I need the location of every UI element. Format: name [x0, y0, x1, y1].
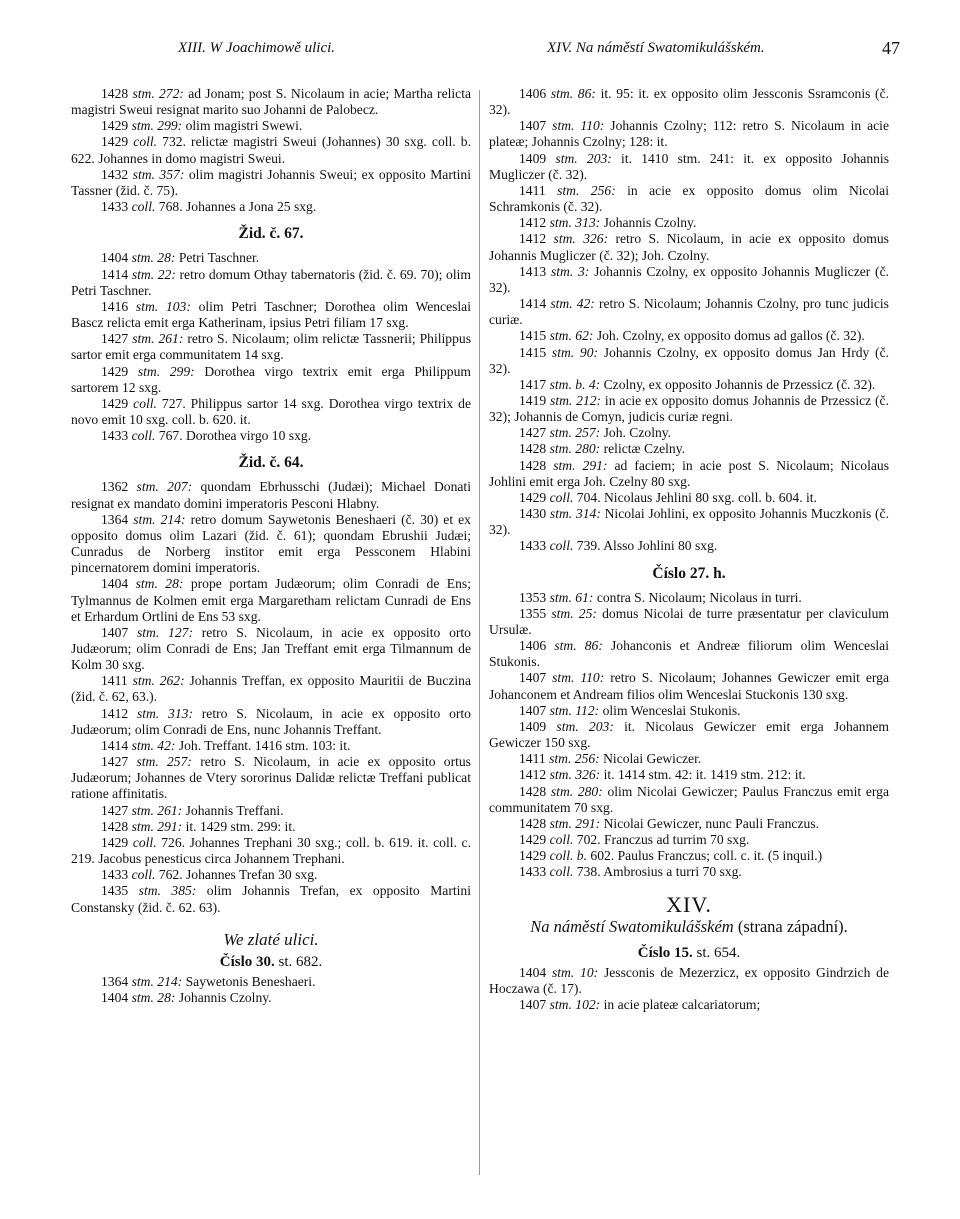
- entry-reference: stm. 110:: [552, 670, 605, 686]
- entry-text: retro domum Othay tabernatoris (žid. č. 69. 70); olim Petri Taschner.: [71, 266, 471, 298]
- record-entry: [71, 974, 471, 990]
- record-entry: [71, 118, 471, 134]
- entry-date: 1407: [519, 118, 547, 134]
- entry-reference: stm. 291:: [553, 457, 608, 473]
- record-entry: [71, 738, 471, 754]
- record-entry: [71, 428, 471, 444]
- entry-reference: coll.: [549, 538, 574, 554]
- entry-text: 767. Dorothea virgo 10 sxg.: [158, 428, 312, 444]
- record-entry: [489, 377, 889, 393]
- record-entry: [489, 832, 889, 848]
- entry-reference: coll.: [549, 489, 574, 505]
- entry-date: 1429: [519, 848, 547, 864]
- record-entry: [489, 751, 889, 767]
- entry-date: 1353: [519, 589, 547, 605]
- record-entry: [489, 345, 889, 377]
- entries-group: [489, 965, 889, 1013]
- entry-reference: stm. 28:: [131, 990, 176, 1006]
- entry-text: retro S. Nicolaum, in acie ex opposito ortus Judæorum; Johannes de Vtery sororinus Dalidæ relictæ Treffani publicat ratione affinitatis.: [71, 754, 471, 802]
- entry-reference: coll.: [133, 134, 158, 150]
- entries-group: [489, 86, 889, 555]
- entry-date: 1427: [101, 331, 129, 347]
- entry-text: it. 95: it. ex opposito olim Jessconis Ssramconis (č. 32).: [489, 86, 890, 118]
- entry-text: Nicolai Johlini, ex opposito Johannis Muczkonis (č. 32).: [489, 506, 889, 538]
- record-entry: [489, 458, 889, 490]
- entry-date: 1355: [519, 605, 547, 621]
- entry-reference: stm. 261:: [132, 331, 184, 347]
- entry-reference: stm. 291:: [131, 818, 183, 834]
- entry-reference: coll.: [133, 395, 157, 411]
- entry-reference: stm. 10:: [551, 964, 599, 980]
- entry-reference: stm. 28:: [131, 250, 176, 266]
- record-entry: [71, 576, 471, 624]
- section-heading-zid-67: Žid. č. 67.: [238, 225, 304, 243]
- entry-text: 768. Johannes a Jona 25 sxg.: [158, 199, 317, 215]
- entry-text: in acie plateæ calcariatorum;: [603, 997, 761, 1013]
- right-column: [489, 86, 889, 1013]
- entry-reference: stm. 256:: [549, 751, 600, 767]
- entry-reference: stm. 256:: [557, 182, 616, 198]
- entry-date: 1407: [519, 702, 547, 718]
- entry-text: it. 1429 stm. 299: it.: [185, 818, 296, 834]
- entry-reference: stm. 313:: [549, 215, 601, 231]
- record-entry: [71, 199, 471, 215]
- entry-reference: stm. 257:: [549, 425, 601, 441]
- entry-date: 1364: [101, 511, 129, 527]
- entry-date: 1429: [101, 395, 129, 411]
- entry-text: Johanconis et Andreæ filiorum olim Wenceslai Stukonis.: [489, 638, 889, 670]
- record-entry: [489, 183, 889, 215]
- record-entry: [71, 706, 471, 738]
- record-entry: [71, 331, 471, 363]
- entry-text: quondam Ebrhusschi (Judæi); Michael Donati resignat ex mandato domini imperatoris Pesconi Hlabny.: [71, 479, 471, 511]
- entry-reference: stm. 207:: [136, 479, 193, 495]
- entry-reference: stm. b. 4:: [549, 376, 601, 392]
- entry-text: Joh. Czolny, ex opposito domus ad gallos (č. 32).: [596, 328, 865, 344]
- entry-text: 704. Nicolaus Jehlini 80 sxg. coll. b. 604. it.: [576, 489, 817, 505]
- entries-group: [71, 86, 471, 215]
- entry-date: 1432: [101, 166, 129, 182]
- entry-reference: stm. 313:: [136, 705, 193, 721]
- entry-date: 1411: [519, 751, 546, 767]
- entry-reference: stm. 62:: [549, 328, 594, 344]
- record-entry: [489, 215, 889, 231]
- section-heading-cislo-27h: Číslo 27. h.: [652, 564, 726, 582]
- running-header: [70, 40, 900, 64]
- entry-text: 732. relictæ magistri Sweui (Johannes) 30 sxg. coll. b. 622. Johannes in domo magistri Sweui.: [71, 134, 471, 166]
- entry-date: 1412: [519, 231, 547, 247]
- record-entry: [489, 506, 889, 538]
- record-entry: [489, 441, 889, 457]
- entry-text: relictæ Czelny.: [603, 441, 686, 457]
- entry-text: in acie ex opposito domus olim Nicolai Schramkonis (č. 32).: [489, 182, 889, 215]
- record-entry: [71, 299, 471, 331]
- entry-reference: stm. 299:: [131, 118, 183, 134]
- entry-reference: stm. 261:: [131, 802, 183, 818]
- entry-reference: stm. 214:: [131, 973, 183, 989]
- entry-reference: stm. 272:: [132, 86, 184, 101]
- entry-reference: stm. 102:: [549, 997, 601, 1013]
- entry-text: Johannis Czolny, ex opposito Johannis Mugliczer (č. 32).: [489, 263, 890, 295]
- entry-text: Czolny, ex opposito Johannis de Przessicz (č. 32).: [603, 376, 876, 392]
- record-entry: [489, 151, 889, 183]
- record-entry: [71, 835, 471, 867]
- entry-reference: stm. 86:: [554, 638, 603, 654]
- entry-reference: stm. 3:: [550, 263, 590, 279]
- record-entry: [489, 296, 889, 328]
- entry-date: 1416: [101, 298, 129, 314]
- entry-text: olim magistri Johannis Sweui; ex opposito Martini Tassner (žid. č. 75).: [71, 166, 471, 198]
- chapter-title-italic: Na náměstí Swatomikulášském: [530, 916, 734, 936]
- entry-date: 1414: [101, 266, 129, 282]
- entry-date: 1409: [519, 718, 547, 734]
- entry-text: it. 1414 stm. 42: it. 1419 stm. 212: it.: [603, 767, 806, 783]
- house-number-label: Číslo 30.: [219, 953, 275, 970]
- record-entry: [71, 990, 471, 1006]
- entry-reference: stm. 291:: [549, 815, 601, 831]
- entry-reference: coll.: [549, 832, 574, 848]
- entry-text: Dorothea virgo textrix emit erga Philippum sartorem 12 sxg.: [71, 363, 471, 395]
- entry-date: 1428: [101, 86, 129, 101]
- record-entry: [71, 267, 471, 299]
- entry-reference: stm. 28:: [135, 576, 184, 592]
- entry-reference: coll.: [549, 864, 574, 880]
- house-number-label: Číslo 15.: [637, 944, 693, 961]
- entry-date: 1414: [101, 737, 129, 753]
- entry-text: ad faciem; in acie post S. Nicolaum; Nicolaus Johlini emit erga Joh. Czelny 80 sxg.: [489, 457, 889, 489]
- entry-date: 1406: [519, 86, 547, 101]
- entry-reference: stm. 86:: [550, 86, 596, 101]
- page-number: 47: [882, 38, 900, 58]
- entry-date: 1412: [519, 767, 547, 783]
- entry-text: 762. Johannes Trefan 30 sxg.: [158, 867, 318, 883]
- record-entry: [489, 425, 889, 441]
- record-entry: [489, 997, 889, 1013]
- entry-date: 1362: [101, 479, 129, 495]
- entry-text: prope portam Judæorum; olim Conradi de Ens; Tylmannus de Kolmen emit erga Margaretham relictam Cunradi de Ens et Erhardum Ortlini de Ens 53 sxg.: [71, 576, 471, 624]
- record-entry: [489, 767, 889, 783]
- record-entry: [489, 965, 889, 997]
- entry-text: domus Nicolai de turre præsentatur per claviculum Ursulæ.: [489, 605, 890, 637]
- entry-text: it. Nicolaus Gewiczer emit erga Johannem Gewiczer 150 sxg.: [489, 718, 889, 751]
- entry-text: 739. Alsso Johlini 80 sxg.: [576, 538, 718, 554]
- entry-text: Johannis Czolny, ex opposito domus Jan Hrdy (č. 32).: [489, 344, 889, 376]
- entry-text: retro S. Nicolaum, in acie ex opposito domus Johannis Mugliczer (č. 32); Joh. Czolny.: [489, 231, 889, 263]
- entry-date: 1435: [101, 883, 129, 899]
- entry-reference: stm. 61:: [549, 589, 594, 605]
- entry-date: 1427: [101, 754, 129, 770]
- record-entry: [489, 606, 889, 638]
- entry-reference: coll.: [131, 867, 156, 883]
- record-entry: [71, 803, 471, 819]
- entry-text: olim Petri Taschner; Dorothea olim Wenceslai Bascz relicta emit erga Katherinam, ipsius Petri filiam 17 sxg.: [71, 298, 471, 331]
- entry-text: 726. Johannes Trephani 30 sxg.; coll. b. 619. it. coll. c. 219. Jacobus penesticus circa Johannem Trephani.: [71, 834, 471, 867]
- entry-date: 1404: [101, 576, 129, 592]
- record-entry: [71, 396, 471, 428]
- entry-reference: coll.: [131, 428, 156, 444]
- entry-date: 1433: [101, 428, 129, 444]
- entry-reference: stm. 262:: [132, 673, 185, 689]
- record-entry: [71, 512, 471, 577]
- entry-text: Johannis Treffan, ex opposito Mauritii de Buczina (žid. č. 62, 63.).: [71, 673, 471, 705]
- entry-date: 1419: [519, 392, 547, 408]
- entry-date: 1433: [101, 867, 129, 883]
- entry-text: olim magistri Swewi.: [185, 118, 303, 134]
- chapter-number: XIV.: [666, 891, 712, 917]
- record-entry: [489, 719, 889, 751]
- entry-date: 1409: [519, 150, 547, 166]
- record-entry: [71, 867, 471, 883]
- entry-date: 1413: [519, 263, 547, 279]
- record-entry: [489, 538, 889, 554]
- house-number-heading: [489, 945, 889, 961]
- entry-date: 1404: [519, 964, 547, 980]
- record-entry: [71, 167, 471, 199]
- entry-reference: stm. 25:: [551, 605, 597, 621]
- entry-reference: stm. 257:: [136, 754, 192, 770]
- entry-reference: stm. 42:: [131, 737, 176, 753]
- entry-date: 1417: [519, 376, 547, 392]
- entry-text: in acie ex opposito domus Johannis de Przessicz (č. 32); Johannis de Comyn, judicis curiæ regni.: [489, 392, 889, 425]
- entry-date: 1404: [101, 990, 129, 1006]
- record-entry: [489, 670, 889, 702]
- entry-text: 602. Paulus Franczus; coll. c. it. (5 inquil.): [590, 848, 823, 864]
- entry-date: 1412: [101, 705, 129, 721]
- entry-date: 1407: [101, 624, 129, 640]
- entry-text: Joh. Czolny.: [603, 425, 672, 441]
- record-entry: [489, 703, 889, 719]
- entry-date: 1411: [519, 182, 546, 198]
- house-number-st: st. 654.: [696, 944, 741, 961]
- entry-date: 1430: [519, 506, 547, 522]
- entry-reference: stm. 214:: [133, 511, 186, 527]
- entry-text: retro S. Nicolaum; Johannis Czolny, pro tunc judicis curiæ.: [489, 296, 889, 328]
- entry-date: 1427: [519, 425, 547, 441]
- entry-reference: stm. 203:: [555, 150, 612, 166]
- entry-text: Johannis Czolny; 112: retro S. Nicolaum in acie plateæ; Johannis Czolny; 128: it.: [489, 118, 889, 150]
- entry-date: 1433: [519, 864, 547, 880]
- entry-text: Joh. Treffant. 1416 stm. 103: it.: [178, 737, 351, 753]
- entry-text: Johannis Czolny.: [603, 215, 697, 231]
- entry-reference: stm. 357:: [132, 166, 185, 182]
- record-entry: [71, 479, 471, 511]
- record-entry: [71, 673, 471, 705]
- entry-text: olim Johannis Trefan, ex opposito Martini Constansky (žid. č. 62. 63).: [71, 883, 471, 915]
- header-right-title: XIV. Na náměstí Swatomikulášském.: [547, 40, 765, 56]
- entry-date: 1406: [519, 638, 547, 654]
- entry-date: 1407: [519, 670, 547, 686]
- entry-reference: stm. 203:: [556, 718, 614, 734]
- entry-date: 1429: [519, 832, 547, 848]
- street-subtitle: We zlaté ulici.: [223, 929, 319, 949]
- entry-text: ad Jonam; post S. Nicolaum in acie; Martha relicta magistri Sweui resignat marito suo Johanni de Palobecz.: [71, 86, 472, 118]
- entry-reference: stm. 280:: [549, 441, 601, 457]
- entries-group: [71, 250, 471, 444]
- chapter-title-suffix: (strana západní).: [733, 916, 848, 936]
- entry-date: 1428: [519, 815, 547, 831]
- entry-reference: stm. 299:: [137, 363, 195, 379]
- record-entry: [489, 393, 889, 425]
- entry-text: Nicolai Gewiczer.: [603, 751, 702, 767]
- entry-reference: stm. 127:: [136, 624, 193, 640]
- entry-date: 1364: [101, 973, 129, 989]
- entry-date: 1429: [519, 489, 547, 505]
- column-divider: [479, 90, 480, 1175]
- chapter-title: [489, 916, 889, 936]
- entries-group: [71, 479, 471, 915]
- record-entry: [489, 816, 889, 832]
- record-entry: [71, 625, 471, 673]
- entry-reference: stm. 42:: [550, 296, 595, 312]
- entry-date: 1427: [101, 802, 129, 818]
- record-entry: [71, 364, 471, 396]
- entry-date: 1433: [519, 538, 547, 554]
- record-entry: [71, 250, 471, 266]
- entry-date: 1429: [101, 134, 129, 150]
- entry-reference: stm. 103:: [135, 298, 191, 314]
- entry-text: contra S. Nicolaum; Nicolaus in turri.: [596, 589, 802, 605]
- entry-text: retro S. Nicolaum; Johannes Gewiczer emit erga Johanconem et Andream filios olim Wenceslai Stuckonis 130 sxg.: [489, 670, 889, 702]
- entry-date: 1407: [519, 997, 547, 1013]
- entry-date: 1428: [519, 441, 547, 457]
- entry-text: retro S. Nicolaum, in acie ex opposito orto Judæorum; olim Conradi de Ens; Jan Treffant emit erga Tilmannum de Kolm 30 sxg.: [71, 624, 471, 673]
- record-entry: [489, 638, 889, 670]
- house-number-st: st. 682.: [278, 953, 323, 970]
- entry-text: retro S. Nicolaum, in acie ex opposito orto Judæorum; olim Conradi de Ens, nunc Johannis Treffant.: [71, 705, 471, 737]
- record-entry: [489, 231, 889, 263]
- entry-date: 1414: [519, 296, 547, 312]
- entry-text: olim Wenceslai Stukonis.: [602, 702, 741, 718]
- record-entry: [489, 784, 889, 816]
- record-entry: [489, 490, 889, 506]
- entry-date: 1428: [519, 783, 547, 799]
- entries-group: [489, 590, 889, 881]
- left-column: [71, 86, 471, 1006]
- entry-text: 738. Ambrosius a turri 70 sxg.: [576, 864, 742, 880]
- entry-date: 1415: [519, 344, 547, 360]
- record-entry: [489, 328, 889, 344]
- entry-text: Saywetonis Beneshaeri.: [185, 973, 316, 989]
- record-entry: [489, 118, 889, 150]
- entry-reference: stm. 280:: [550, 783, 603, 799]
- entry-date: 1428: [101, 818, 129, 834]
- entry-text: retro S. Nicolaum; olim relictæ Tassnerii; Philippus sartor emit erga communitatem 14 sxg.: [71, 331, 471, 363]
- entry-text: Johannis Treffani.: [185, 802, 284, 818]
- entry-reference: stm. 212:: [550, 392, 602, 408]
- entry-date: 1411: [101, 673, 128, 689]
- entry-date: 1412: [519, 215, 547, 231]
- record-entry: [489, 86, 889, 118]
- entry-text: Nicolai Gewiczer, nunc Pauli Franczus.: [603, 815, 819, 831]
- entry-reference: coll. b.: [549, 848, 587, 864]
- entry-date: 1429: [101, 118, 129, 134]
- record-entry: [71, 754, 471, 802]
- entry-text: retro domum Saywetonis Beneshaeri (č. 30) et ex opposito domus olim Lazari (žid. č. 61); quondam Ebrushii Judæi; Cunradus de Norberg institor emit erga Pessconem Hlabini pincernatorem domini imperatoris.: [71, 511, 471, 576]
- entry-reference: stm. 314:: [549, 506, 601, 522]
- entry-reference: stm. 112:: [549, 702, 600, 718]
- record-entry: [489, 264, 889, 296]
- header-left-title: XIII. W Joachimowě ulici.: [178, 40, 336, 56]
- record-entry: [489, 848, 889, 864]
- record-entry: [489, 864, 889, 880]
- entry-text: Johannis Czolny.: [178, 990, 272, 1006]
- record-entry: [71, 86, 471, 118]
- entry-reference: stm. 385:: [138, 883, 197, 899]
- entry-text: Petri Taschner.: [178, 250, 260, 266]
- record-entry: [71, 819, 471, 835]
- entry-text: olim Nicolai Gewiczer; Paulus Franczus emit erga communitatem 70 sxg.: [489, 783, 889, 815]
- entry-reference: coll.: [132, 834, 157, 850]
- record-entry: [71, 134, 471, 166]
- entries-group: [71, 974, 471, 1006]
- entry-text: it. 1410 stm. 241: it. ex opposito Johannis Mugliczer (č. 32).: [489, 150, 889, 182]
- section-heading-zid-64: Žid. č. 64.: [238, 454, 304, 472]
- entry-text: 702. Franczus ad turrim 70 sxg.: [576, 832, 750, 848]
- entry-reference: stm. 326:: [549, 767, 601, 783]
- record-entry: [489, 590, 889, 606]
- entry-reference: stm. 110:: [552, 118, 605, 134]
- entry-date: 1429: [101, 834, 129, 850]
- entry-text: 727. Philippus sartor 14 sxg. Dorothea virgo textrix de novo emit 10 sxg. coll. b. 620. it.: [71, 395, 471, 427]
- entry-reference: stm. 90:: [551, 344, 599, 360]
- entry-text: Jessconis de Mezerzicz, ex opposito Gindrzich de Hoczawa (č. 17).: [489, 964, 889, 997]
- entry-date: 1429: [101, 363, 129, 379]
- record-entry: [71, 883, 471, 915]
- house-number-heading: [71, 954, 471, 970]
- entry-reference: coll.: [131, 199, 156, 215]
- entry-date: 1428: [519, 457, 547, 473]
- entry-reference: stm. 22:: [131, 266, 176, 282]
- entry-reference: stm. 326:: [553, 231, 609, 247]
- entry-date: 1415: [519, 328, 547, 344]
- entry-date: 1404: [101, 250, 129, 266]
- entry-date: 1433: [101, 199, 129, 215]
